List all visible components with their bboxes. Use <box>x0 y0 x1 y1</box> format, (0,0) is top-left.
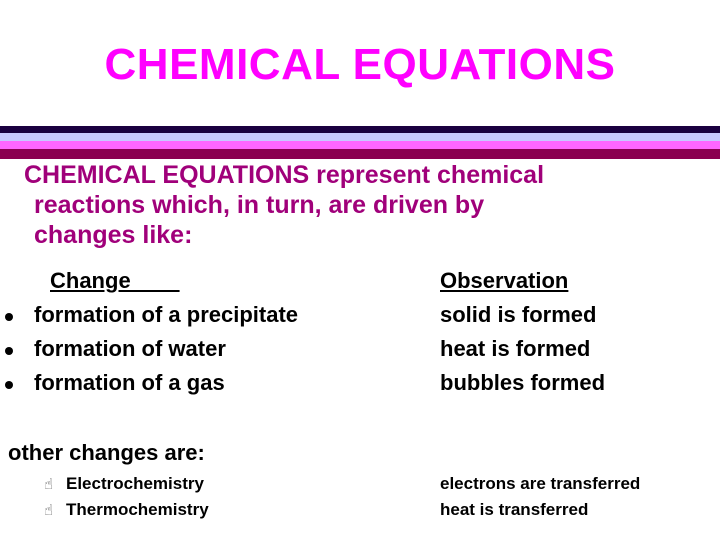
observation-row-1: solid is formed <box>440 302 597 327</box>
other-item-2-note: heat is transferred <box>440 500 589 519</box>
stripe-pink <box>0 141 720 149</box>
circle-bullet-icon <box>5 313 13 321</box>
intro-line-3: changes like: <box>34 221 193 249</box>
stripe-dark <box>0 126 720 133</box>
observation-row-3: bubbles formed <box>440 370 606 395</box>
page-title: CHEMICAL EQUATIONS <box>104 40 616 89</box>
change-row-3: formation of a gas <box>34 370 225 395</box>
other-item-2-label: Thermochemistry <box>66 500 209 519</box>
other-item-1-note: electrons are transferred <box>440 474 641 493</box>
stripe-maroon <box>0 149 720 159</box>
header-change: Change <box>50 268 180 293</box>
other-item-1-label: Electrochemistry <box>66 474 204 493</box>
change-row-1: formation of a precipitate <box>34 302 299 327</box>
stripe-lavender <box>0 133 720 141</box>
circle-bullet-icon <box>5 347 13 355</box>
decorative-stripes <box>0 126 720 159</box>
pointer-hand-icon: ☝ <box>44 476 54 493</box>
change-row-2: formation of water <box>34 336 226 361</box>
intro-paragraph <box>24 160 704 250</box>
pointer-hand-icon: ☝ <box>44 502 54 519</box>
intro-line-2: reactions which, in turn, are driven by <box>34 191 485 219</box>
intro-line-1: CHEMICAL EQUATIONS represent chemical <box>24 161 545 189</box>
other-changes-heading: other changes are: <box>8 440 205 465</box>
circle-bullet-icon <box>5 381 13 389</box>
observation-row-2: heat is formed <box>440 336 591 361</box>
header-observation: Observation <box>440 268 569 293</box>
